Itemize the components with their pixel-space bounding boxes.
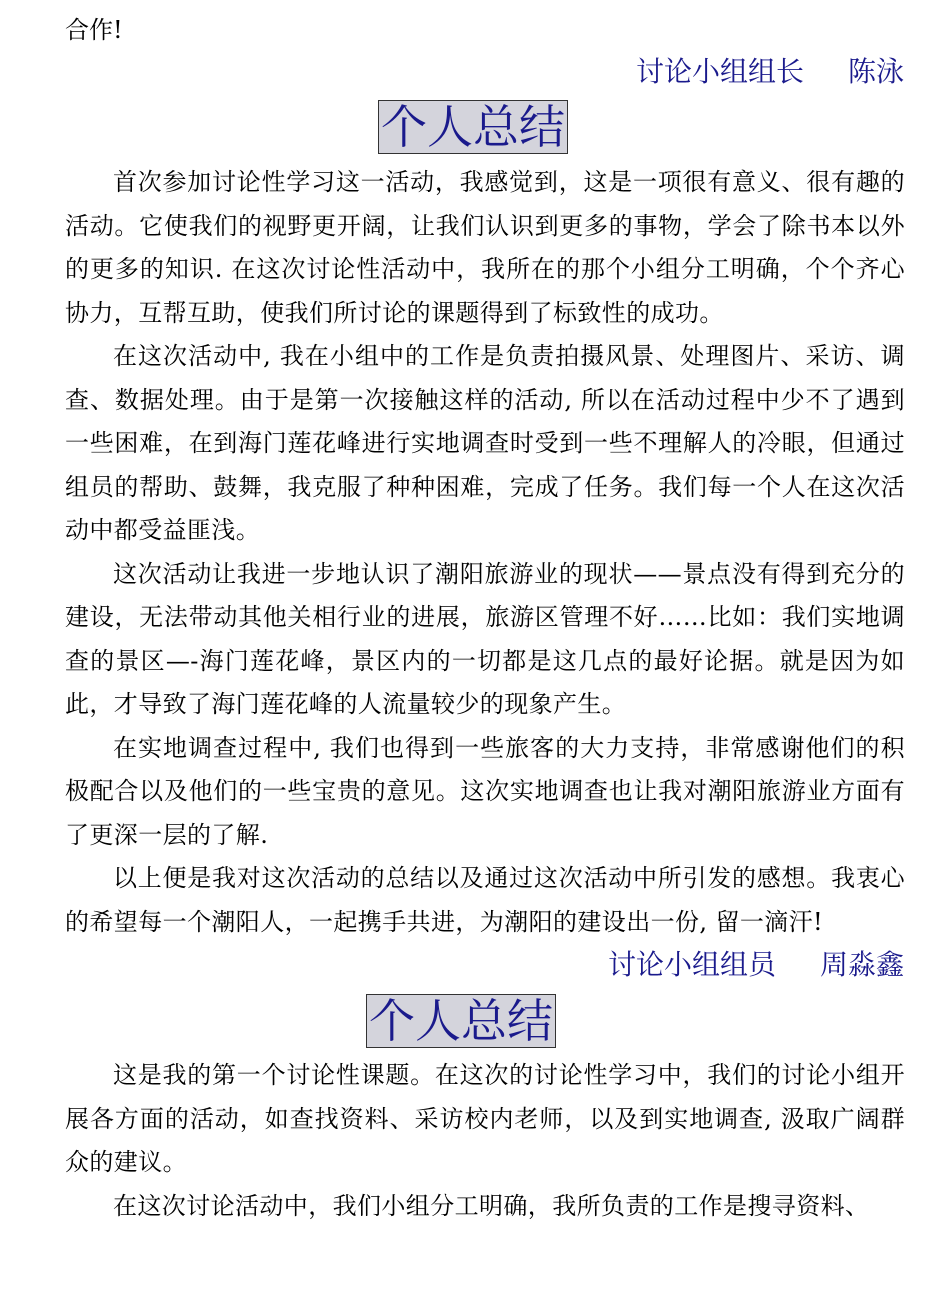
signature-member (608, 947, 904, 983)
paragraph: 在这次活动中, 我在小组中的工作是负责拍摄风景、处理图片、采访、调查、数据处理。由于是第一次接触这样的活动, 所以在活动过程中少不了遇到一些困难，在到海门莲花峰进行实地调查时受到一些不理解人的冷眼，但通过组员的帮助、鼓舞，我克服了种种困难，完成了任务。我们每一个人在这次活动中都受益匪浅。 (65, 342, 905, 544)
continued-text-fragment: 合作! (65, 16, 123, 44)
summary-body (65, 161, 905, 944)
summary-body (65, 1054, 905, 1228)
paragraph: 在实地调查过程中, 我们也得到一些旅客的大力支持，非常感谢他们的积极配合以及他们的一些宝贵的意见。这次实地调查也让我对潮阳旅游业方面有了更深一层的了解. (65, 733, 905, 849)
signature-name: 陈泳 (847, 55, 904, 88)
paragraph: 这是我的第一个讨论性课题。在这次的讨论性学习中，我们的讨论小组开展各方面的活动，如查找资料、采访校内老师，以及到实地调查, 汲取广阔群众的建议。 (65, 1061, 905, 1176)
signature-role: 讨论小组组长 (635, 55, 804, 88)
paragraph: 这次活动让我进一步地认识了潮阳旅游业的现状——景点没有得到充分的建设，无法带动其他关相行业的进展，旅游区管理不好……比如：我们实地调查的景区—-海门莲花峰，景区内的一切都是这几点的最好论据。就是因为如此，才导致了海门莲花峰的人流量较少的现象产生。 (65, 559, 905, 718)
signature-leader (636, 54, 904, 90)
signature-role: 讨论小组组员 (607, 948, 776, 981)
signature-name: 周淼鑫 (819, 948, 904, 981)
paragraph: 在这次讨论活动中，我们小组分工明确，我所负责的工作是搜寻资料、 (113, 1191, 870, 1220)
section-heading: 个人总结 (378, 100, 568, 154)
paragraph: 首次参加讨论性学习这一活动，我感觉到，这是一项很有意义、很有趣的活动。它使我们的视野更开阔，让我们认识到更多的事物，学会了除书本以外的更多的知识. 在这次讨论性活动中，我所在的那个小组分工明确，个个齐心协力，互帮互助，使我们所讨论的课题得到了标致性的成功。 (65, 168, 905, 327)
paragraph: 以上便是我对这次活动的总结以及通过这次活动中所引发的感想。我衷心的希望每一个潮阳人，一起携手共进，为潮阳的建设出一份, 留一滴汗! (65, 864, 905, 936)
section-heading: 个人总结 (366, 994, 556, 1048)
